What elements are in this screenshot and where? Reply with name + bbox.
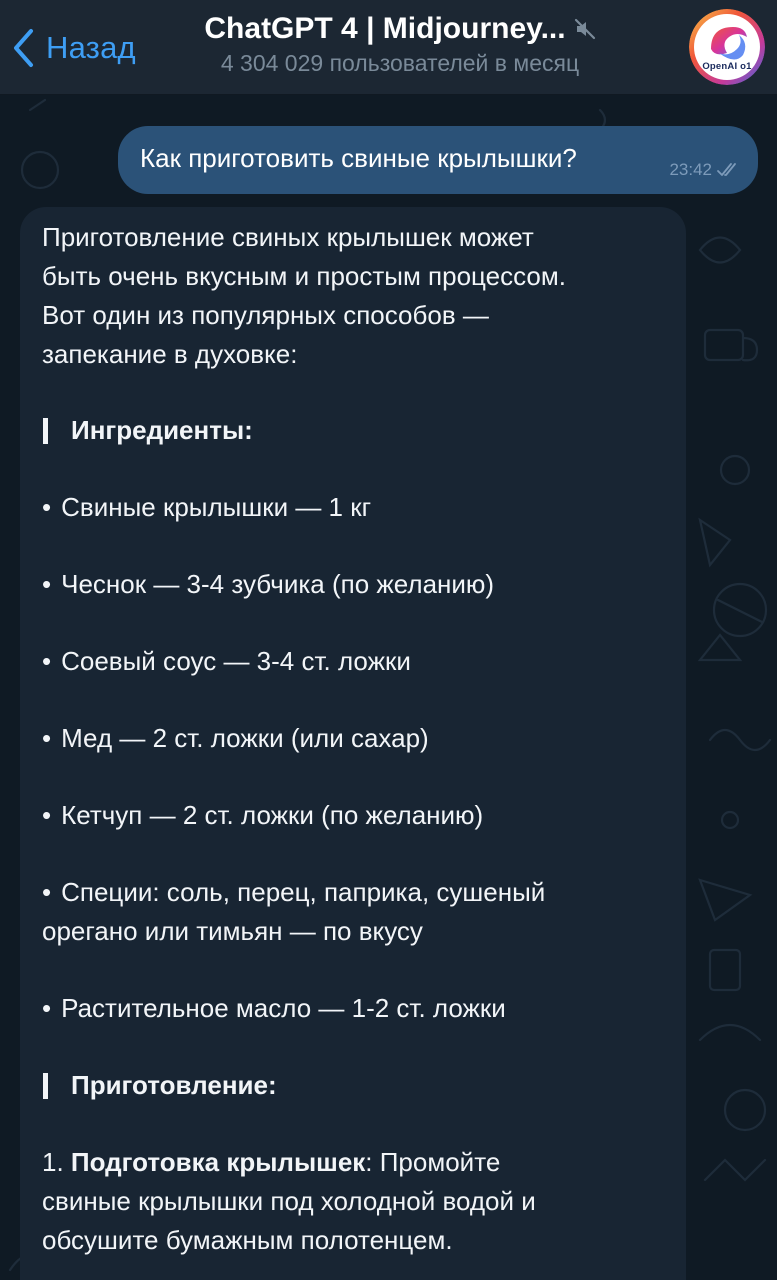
outgoing-message-text: Как приготовить свиные крылышки? [140,143,577,173]
heading-bar [43,418,48,444]
ingredient-text: Растительное масло — 1-2 ст. ложки [61,993,506,1023]
message-time: 23:42 [669,160,712,179]
bullet-icon: • [42,723,52,753]
chat-subtitle: 4 304 029 пользователей в месяц [220,50,580,76]
bullet-icon: • [42,800,52,830]
double-check-icon [716,162,740,178]
outgoing-message[interactable] [118,126,758,194]
step-number: 1. [42,1147,64,1177]
bullet-icon: • [42,646,52,676]
avatar-label: OpenAI o1 [702,61,752,72]
intro-paragraph: Приготовление свиных крылышек может быть очень вкусным и простым процессом. Вот один из популярных способов — запекание в духовке: [42,222,566,369]
steps-heading [42,1066,672,1105]
channel-avatar[interactable] [689,9,765,85]
ingredients-heading [42,411,672,450]
message-meta [669,160,740,180]
ingredient-item [42,873,672,951]
ingredient-item [42,719,672,758]
bullet-icon: • [42,877,52,907]
step-text: : Промойте свиные крылышки под холодной водой и обсушите бумажным полотенцем. [42,1147,536,1255]
back-button[interactable] [12,22,136,74]
chat-header [0,0,777,95]
incoming-message[interactable] [20,207,686,1280]
step-item [42,1143,672,1260]
ingredient-item [42,642,672,681]
bullet-icon: • [42,993,52,1023]
bullet-icon: • [42,492,52,522]
ingredient-text: Мед — 2 ст. ложки (или сахар) [61,723,429,753]
heading-bar [43,1073,48,1099]
ingredient-text: Свиные крылышки — 1 кг [61,492,372,522]
steps-heading-text: Приготовление: [71,1070,277,1100]
ingredient-text: Чеснок — 3-4 зубчика (по желанию) [61,569,495,599]
openai-logo-icon [689,9,765,85]
back-label: Назад [46,30,136,65]
ingredients-heading-text: Ингредиенты: [71,415,253,445]
chat-title-block[interactable] [165,12,635,77]
ingredient-item [42,796,672,835]
chevron-left-icon [12,28,34,68]
chat-title: ChatGPT 4 | Midjourney... [204,12,566,45]
step-title: Подготовка крылышек [70,1147,366,1177]
ingredient-text: Кетчуп — 2 ст. ложки (по желанию) [61,800,484,830]
ingredient-item [42,565,672,604]
incoming-message-content [42,218,672,1260]
ingredient-text: Специи: соль, перец, паприка, сушеный орегано или тимьян — по вкусу [42,877,546,946]
ingredient-item [42,488,672,527]
muted-speaker-icon [574,18,596,40]
ingredient-item [42,989,672,1028]
bullet-icon: • [42,569,52,599]
ingredient-text: Соевый соус — 3-4 ст. ложки [61,646,411,676]
